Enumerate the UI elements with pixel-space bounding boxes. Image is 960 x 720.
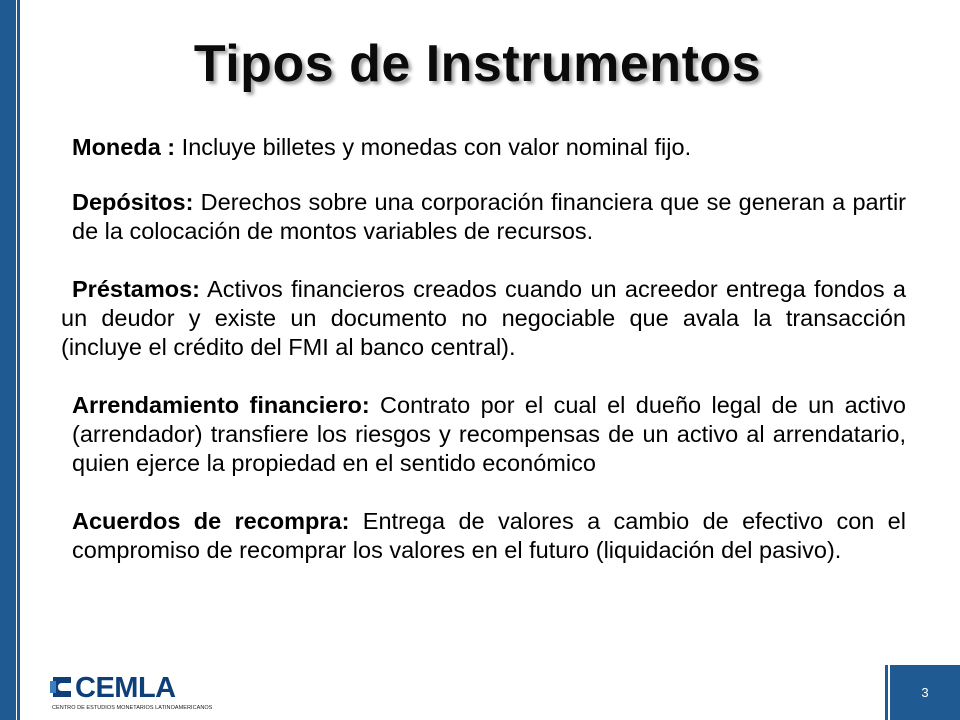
description-depositos: Derechos sobre una corporación financiera que se generan a partir de la colocación de montos variables de recursos. <box>72 189 906 244</box>
page-number: 3 <box>921 685 929 700</box>
term-prestamos: Préstamos: <box>72 276 200 302</box>
term-arrendamiento: Arrendamiento financiero: <box>72 392 370 418</box>
cemla-logo-name: CEMLA <box>75 672 176 704</box>
term-depositos: Depósitos: <box>72 189 194 215</box>
left-accent-stripe <box>17 0 20 720</box>
cemla-logo-subtitle: CENTRO DE ESTUDIOS MONETARIOS LATINOAMERICANOS <box>52 705 213 711</box>
description-arrendamiento: Contrato por el cual el dueño legal de un activo (arrendador) transfiere los riesgos y recompensas de un activo al arrendatario, quien ejerce la propiedad en el sentido económico <box>72 392 906 476</box>
description-acuerdos-recompra: Entrega de valores a cambio de efectivo con el compromiso de recomprar los valores en el futuro (liquidación del pasivo). <box>72 508 906 563</box>
description-moneda: Incluye billetes y monedas con valor nominal fijo. <box>175 134 692 160</box>
paragraph-acuerdos-recompra <box>72 507 906 565</box>
description-prestamos: Activos financieros creados cuando un acreedor entrega fondos a un deudor y existe un documento no negociable que avala la transacción (incluye el crédito del FMI al banco central). <box>61 276 906 360</box>
cemla-logo-icon <box>50 675 74 699</box>
paragraph-arrendamiento <box>72 391 906 478</box>
left-accent-bar <box>0 0 16 720</box>
cemla-logo <box>50 671 213 713</box>
paragraph-depositos <box>72 188 906 246</box>
page-number-stripe <box>885 665 888 720</box>
paragraph-prestamos <box>61 275 906 362</box>
paragraph-moneda <box>72 133 912 162</box>
term-moneda: Moneda : <box>72 134 176 160</box>
slide-title: Tipos de Instrumentos <box>193 35 762 93</box>
term-acuerdos-recompra: Acuerdos de recompra: <box>72 508 350 534</box>
